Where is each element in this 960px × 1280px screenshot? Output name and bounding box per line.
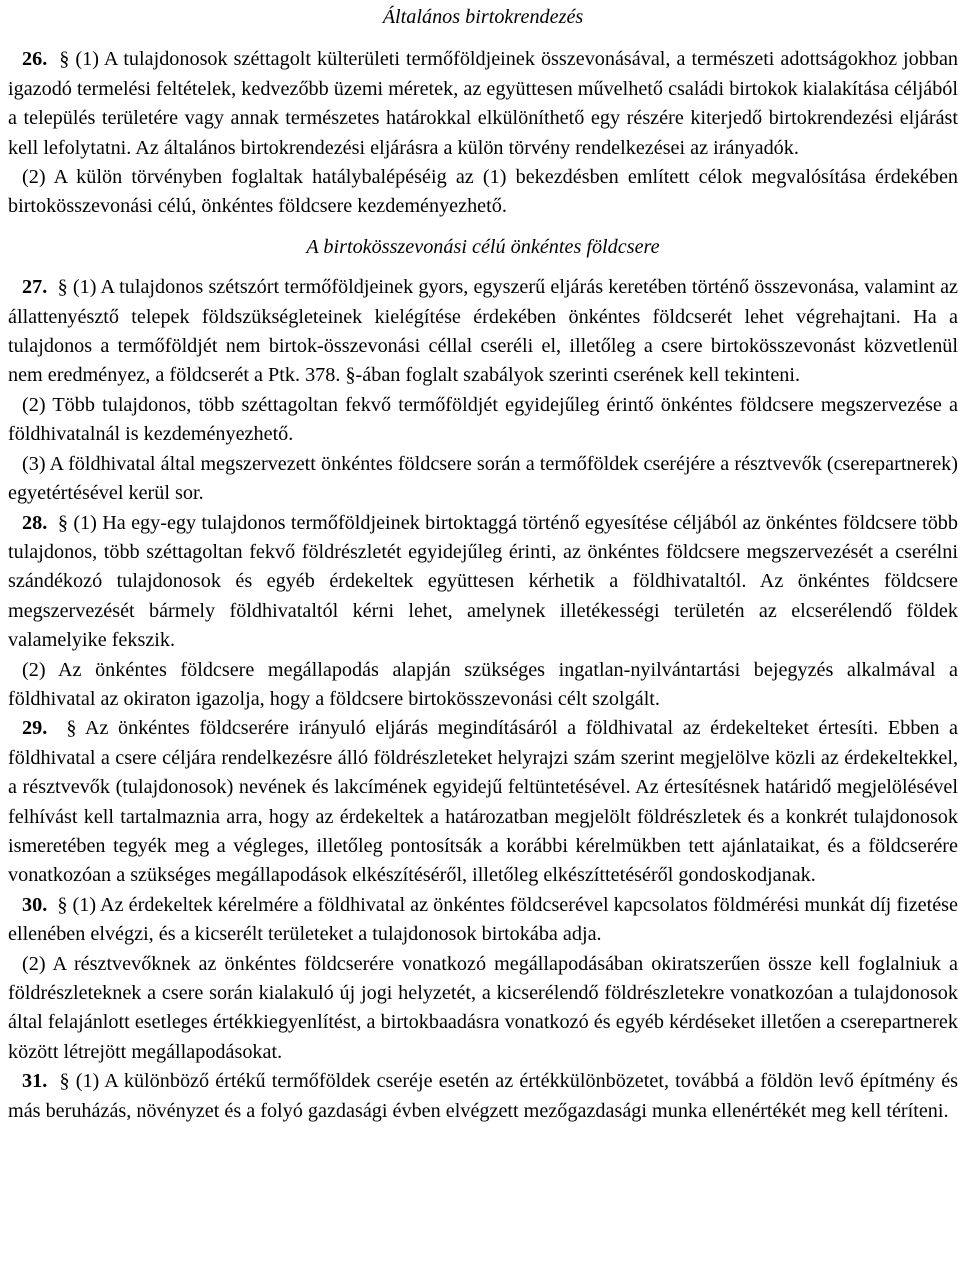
paragraph-text: (3) A földhivatal által megszervezett önkéntes földcsere során a termőföldek cseréjére a résztvevők (cserepartnerek) egyetértésével kerül sor. [8,452,958,505]
paragraph-28-2 [8,656,958,715]
section-heading-exchange: A birtokösszevonási célú önkéntes földcsere [306,235,660,258]
section-number: 29. [22,717,48,740]
section-number: 26. [22,48,48,71]
paragraph-27-3 [8,450,958,509]
paragraph-26-1 [8,45,958,163]
paragraph-30-2 [8,950,958,1068]
document-page [8,3,958,1126]
paragraph-text: § (1) Az érdekeltek kérelmére a földhivatal az önkéntes földcserével kapcsolatos földmérési munkát díj fizetése ellenében elvégzi, és a kicserélt területeket a tulajdonosok birtokába adja. [8,893,959,946]
paragraph-text: (2) A külön törvényben foglaltak hatálybalépéséig az (1) bekezdésben említett célok megvalósítása érdekében birtokösszevonási célú, önkéntes földcsere kezdeményezhető. [8,166,958,218]
section-number: 30. [22,893,48,916]
section-number: 31. [22,1070,48,1093]
paragraph-text: § (1) A tulajdonos szétszórt termőföldjeinek gyors, egyszerű eljárás keretében történő összevonása, valamint az állattenyésztő telepek földszükségleteinek kielégítése érdekében önkéntes földcserét lehet végrehajtani. Ha a tulajdonos a termőföldjét nem birtok-összevonási céllal cseréli el, illetőleg a csere birtokösszevonást közvetlenül nem eredményez, a földcserét a Ptk. 378. §-ában foglalt szabályok szerinti cserének kell tekinteni. [8,276,959,387]
paragraph-28-1 [8,509,958,656]
paragraph-text: § (1) A különböző értékű termőföldek cseréje esetén az értékkülönbözetet, továbbá a földön levő építmény és más beruházás, növényzet és a folyó gazdasági évben elvégzett mezőgazdasági munka ellenértékét meg kell téríteni. [8,1070,959,1122]
paragraph-26-2 [8,163,958,222]
paragraph-27-2 [8,391,958,450]
paragraph-27-1 [8,273,958,391]
paragraph-text: (2) Az önkéntes földcsere megállapodás alapján szükséges ingatlan-nyilvántartási bejegyzés alkalmával a földhivatal az okiraton igazolja, hogy a földcsere birtokösszevonási célt szolgált. [8,658,958,710]
paragraph-text: (2) A résztvevőknek az önkéntes földcserére vonatkozó megállapodásában okiratszerűen össze kell foglalniuk a földrészleteknek a csere során kialakuló új jogi helyzetét, a kicserélendő földrészletekre vonatkozóan a tulajdonosok által felajánlott esetleges értékkiegyenlítést, a birtokbaadásra vonatkozó és egyéb kérdéseket illetően a cserepartnerek között létrejött megállapodásokat. [8,952,958,1063]
section-number: 27. [22,276,48,299]
section-number: 28. [22,511,48,534]
paragraph-29 [8,714,958,890]
paragraph-text: § (1) Ha egy-egy tulajdonos termőföldjeinek birtoktaggá történő egyesítése céljából az önkéntes földcsere több tulajdonos, több széttagoltan fekvő földrészletét egyidejűleg érinti, az önkéntes földcsere megszervezését a cserélni szándékozó tulajdonosok és egyéb érdekeltek együttesen kérhetik a földhivataltól. Az önkéntes földcsere megszervezését bármely földhivataltól kérni lehet, amelynek illetékességi területén az elcserélendő földek valamelyike fekszik. [8,511,958,652]
paragraph-30-1 [8,891,958,950]
paragraph-text: (2) Több tulajdonos, több széttagoltan fekvő termőföldjét egyidejűleg érintő önkéntes földcsere megszervezése a földhivatalnál is kezdeményezhető. [8,393,958,446]
section-heading-general: Általános birtokrendezés [382,6,584,28]
paragraph-31-1 [8,1067,958,1126]
paragraph-text: § Az önkéntes földcserére irányuló eljárás megindításáról a földhivatal az érdekelteket értesíti. Ebben a földhivatal a csere céljára rendelkezésre álló földrészleteket helyrajzi szám szerint megjelölve közli az érdekeltekkel, a résztvevők (tulajdonosok) nevének és lakcímének egyidejű feltüntetésével. Az értesítésnek határidő megjelölésével felhívást kell tartalmaznia arra, hogy az érdekeltek a határozatban megjelölt földrészletek és a konkrét tulajdonosok ismeretében tegyék meg a végleges, illetőleg pontosítsák a korábbi kérelmükben tett ajánlataikat, és a földcserére vonatkozóan a szükséges megállapodások elkészítéséről, illetőleg elkészíttetéséről gondoskodjanak. [8,717,958,887]
paragraph-text: § (1) A tulajdonosok széttagolt külterületi termőföldjeinek összevonásával, a természeti adottságokhoz jobban igazodó termelési feltételek, kedvezőbb üzemi méretek, az együttesen művelhető családi birtokok kialakítása céljából a település területére vagy annak természetes határokkal elkülöníthető egy részére kiterjedő birtokrendezési eljárást kell lefolytatni. Az általános birtokrendezési eljárásra a külön törvény rendelkezései az irányadók. [8,48,959,159]
